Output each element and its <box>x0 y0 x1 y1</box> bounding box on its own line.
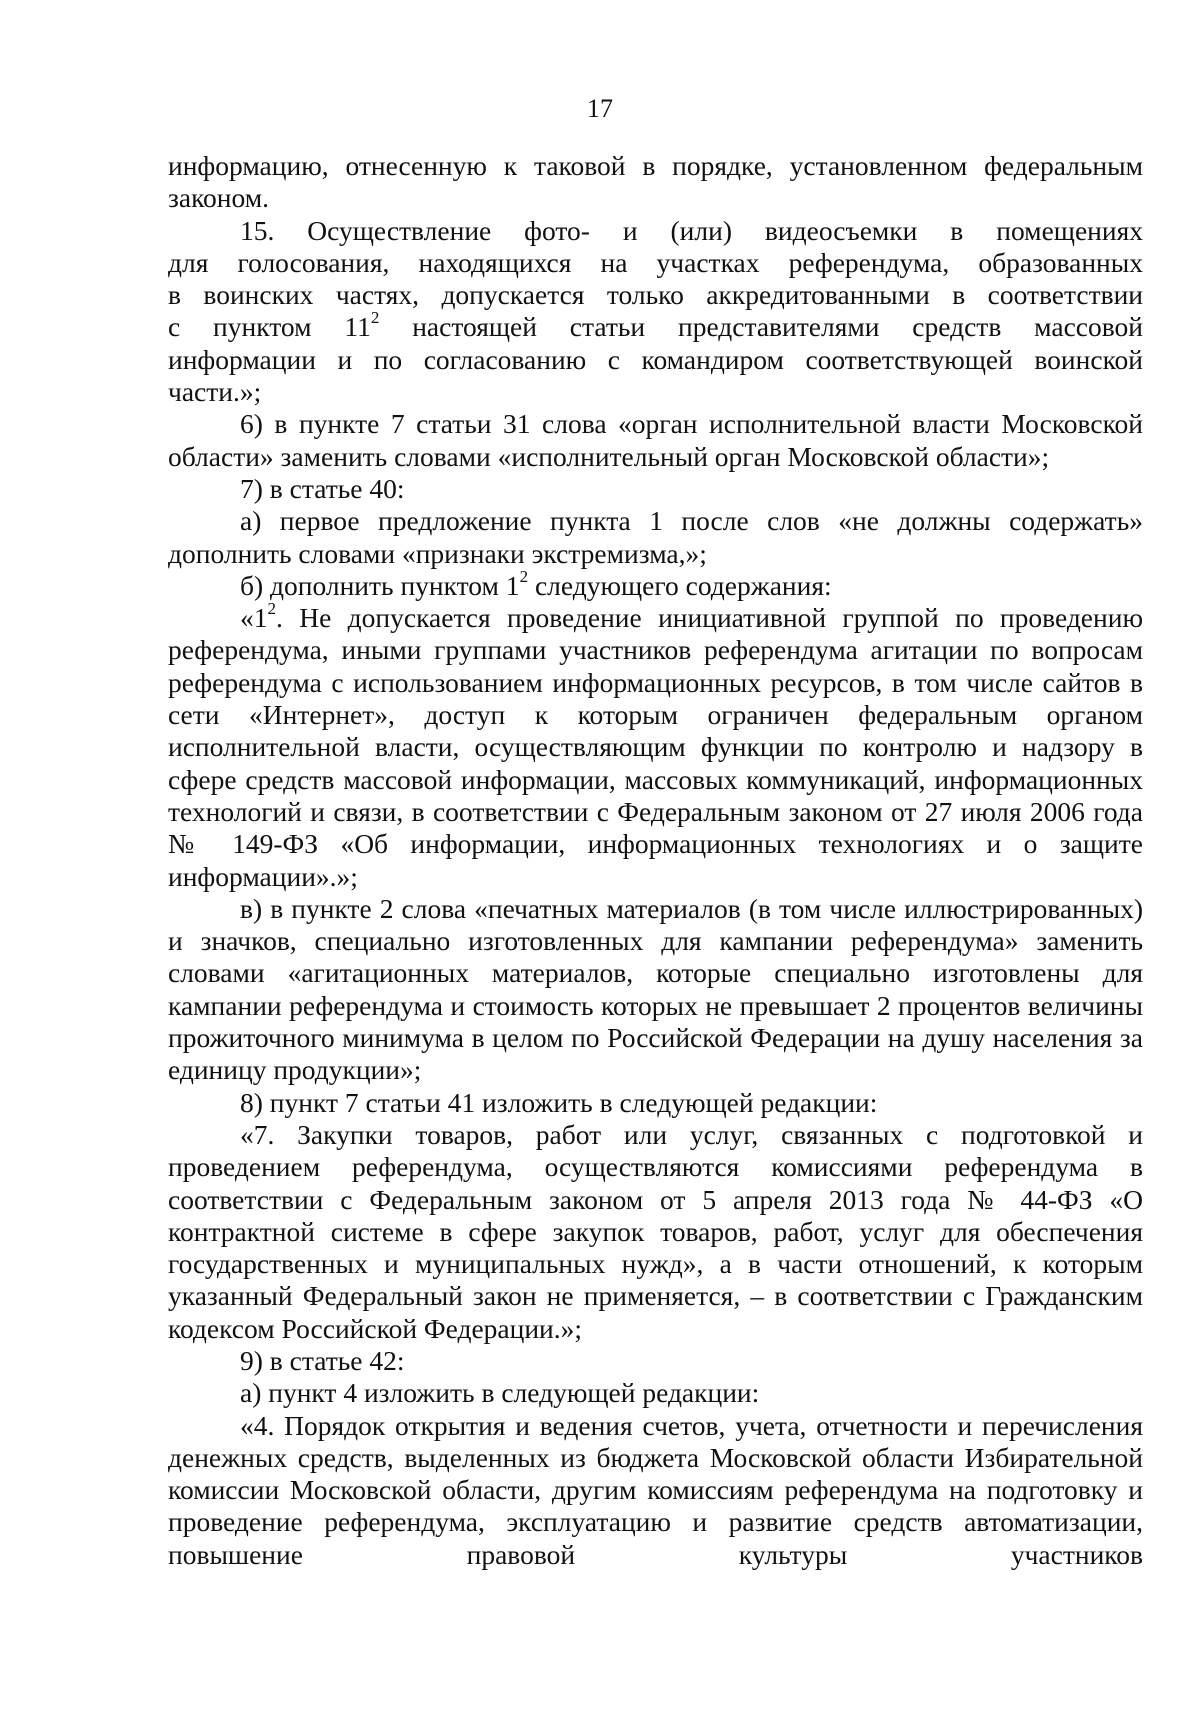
superscript: 2 <box>370 308 380 328</box>
text-line: для голосования, находящихся на участках референдума, образованных <box>168 246 1143 278</box>
paragraph-item-15 <box>168 215 1143 409</box>
paragraph-item-8: 8) пункт 7 статьи 41 изложить в следующей редакции: <box>240 1086 878 1118</box>
text-line: информации и по согласованию с командиром соответствующей воинской <box>168 343 1143 375</box>
paragraph-item-7: 7) в статье 40: <box>240 472 405 504</box>
paragraph-quoted-4: «4. Порядок открытия и ведения счетов, учета, отчетности и перечисления денежных средств, выделенных из бюджета Московской области Избирательной комиссии Московской области, другим комиссиям референдума на подготовку и проведение референдума, эксплуатацию и развитие средств автоматизации, повышение правовой культуры участников <box>168 1409 1143 1570</box>
page-number: 17 <box>587 94 613 123</box>
document-body <box>168 150 1143 1571</box>
text-line: 15. Осуществление фото- и (или) видеосъемки в помещениях <box>240 214 1143 246</box>
text-line: в воинских частях, допускается только аккредитованными в соответствии <box>168 279 1143 311</box>
superscript: 2 <box>519 567 529 587</box>
paragraph-item-7b <box>168 567 1143 602</box>
paragraph-item-9: 9) в статье 42: <box>240 1344 405 1376</box>
text-line: части.»; <box>168 376 262 408</box>
text-line-with-sup <box>168 308 1143 343</box>
text-line: законом. <box>168 182 270 214</box>
paragraph-item-7v: в) в пункте 2 слова «печатных материалов (в том числе иллюстрированных) и значков, специально изготовленных для кампании референдума» заменить словами «агитационных материалов, которые специально изготовлены для кампании референдума и стоимость которых не превышает 2 процентов величины прожиточного минимума в целом по Российской Федерации на душу населения за единицу продукции»; <box>168 892 1143 1086</box>
text-segment: б) дополнить пунктом 1 <box>240 569 520 601</box>
text-segment: . Не допускается проведение инициативной группой по проведению референдума, иными группами участников референдума агитации по вопросам референдума с использованием информационных ресурсов, в том числе сайтов в сети «Интернет», доступ к которым ограничен федеральным органом исполнительной власти, осуществляющим функции по контролю и надзору в сфере средств массовой информации, массовых коммуникаций, информационных технологий и связи, в соответствии с Федеральным законом от 27 июля 2006 года № 149-ФЗ «Об информации, информационных технологиях и о защите информации».»; <box>168 602 1143 892</box>
text-segment: с пунктом 11 <box>168 311 371 343</box>
text-segment: следующего содержания: <box>528 569 832 601</box>
superscript: 2 <box>267 599 277 619</box>
paragraph-quoted-7: «7. Закупки товаров, работ или услуг, связанных с подготовкой и проведением референдума, осуществляются комиссиями референдума в соответствии с Федеральным законом от 5 апреля 2013 года № 44-ФЗ «О контрактной системе в сфере закупок товаров, работ, услуг для обеспечения государственных и муниципальных нужд», а в части отношений, к которым указанный Федеральный закон не применяется, – в соответствии с Гражданским кодексом Российской Федерации.»; <box>168 1118 1143 1344</box>
paragraph-item-6: 6) в пункте 7 статьи 31 слова «орган исполнительной власти Московской области» заменить словами «исполнительный орган Московской области»; <box>168 408 1143 472</box>
paragraph-item-9a: а) пункт 4 изложить в следующей редакции: <box>240 1377 760 1409</box>
paragraph-item-7a: а) первое предложение пункта 1 после слов «не должны содержать» дополнить словами «признаки экстремизма,»; <box>168 505 1143 569</box>
text-segment: настоящей статьи представителями средств массовой <box>412 311 1143 343</box>
text-segment: «1 <box>240 602 268 634</box>
paragraph-continuation <box>168 150 1143 215</box>
text-line: информацию, отнесенную к таковой в порядке, установленном федеральным <box>168 150 1143 181</box>
paragraph-quoted-1-2 <box>168 599 1143 893</box>
